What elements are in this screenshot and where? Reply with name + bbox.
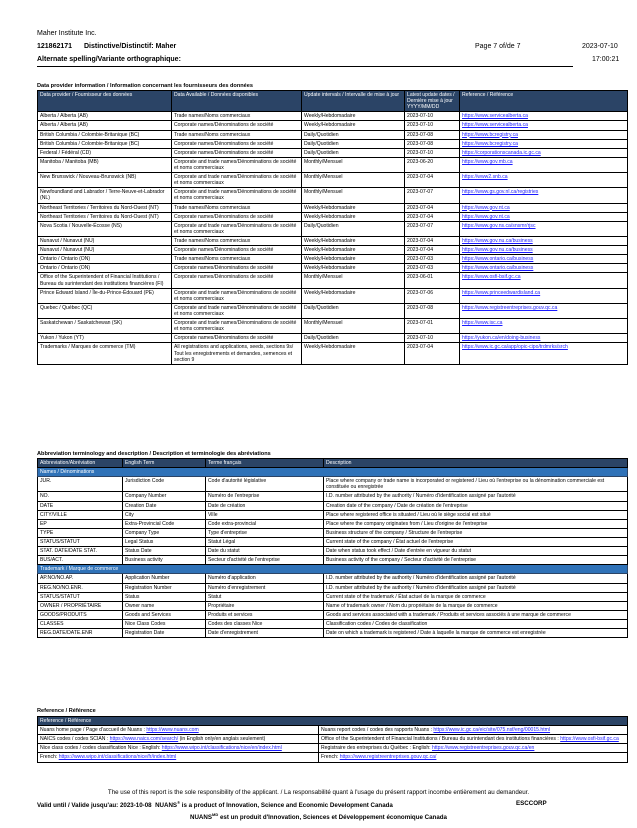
table-row [38, 203, 628, 212]
table-cell: Date on which a trademark is registered / Date à laquelle la marque de commerce est enregistrée [324, 629, 628, 638]
table-row [38, 121, 628, 130]
table-cell [460, 334, 628, 343]
reference-link[interactable]: https://www.gov.nu.ca/business [462, 247, 533, 254]
table-cell: Daily/Quotidien [302, 334, 405, 343]
table-cell [460, 173, 628, 188]
table-cell: Codes des classes Nice [206, 619, 324, 628]
reference-cell [319, 753, 628, 762]
column-header: Data Available / Données disponibles [172, 91, 302, 112]
table-cell: Place where registered office is situated / Lieu où le siège social est situé [324, 510, 628, 519]
table-cell: Company Type [123, 528, 206, 537]
table-cell: Jurisdiction Code [123, 477, 206, 492]
footer-line-2 [0, 812, 637, 821]
reference-label: Nice class codes / codes classification Nice : English: [40, 745, 162, 752]
providers-table [37, 90, 628, 365]
table-cell: Newfoundland and Labrador / Terre-Neuve-et-Labrador (NL) [38, 188, 172, 203]
table-cell: Date du statut [206, 547, 324, 556]
table-cell: Business structure of the company / Structure de l'entreprise [324, 528, 628, 537]
product-en: is a product of Innovation, Science and Economic Development Canada [180, 802, 393, 810]
column-header: Description [324, 459, 628, 468]
table-row [38, 501, 628, 510]
reference-label: Nuans home page / Page d'accueil de Nuans : [40, 727, 147, 734]
table-cell: Nice Class Codes [123, 619, 206, 628]
table-cell: Trade names/Noms commerciaux [172, 236, 302, 245]
column-header: Abbreviation/Abréviation [38, 459, 123, 468]
reference-cell [38, 744, 319, 753]
reference-link[interactable]: https://www.servicealberta.ca [462, 122, 528, 129]
table-cell: 2023-07-04 [405, 173, 460, 188]
table-cell: Extra-Provincial Code [123, 519, 206, 528]
table-row [38, 583, 628, 592]
table-cell [460, 319, 628, 334]
reference-link[interactable]: https://www.registreentreprises.gouv.qc.ca/ [339, 754, 437, 761]
reference-cell [319, 735, 628, 744]
table-cell: Prince Edward Island / Île-du-Prince-Édouard (PE) [38, 288, 172, 303]
table-row [38, 130, 628, 139]
reference-label: Office of the Superintendent of Financial Institutions / Bureau du surintendant des institutions financières : [321, 736, 561, 743]
table-cell: Weekly/Hebdomadaire [302, 343, 405, 364]
table-row [38, 236, 628, 245]
table-cell: Monthly/Mensuel [302, 319, 405, 334]
reference-link[interactable]: https://www.gov.ns.ca/snsmr/rjsc [462, 222, 536, 229]
alternate-spelling: Alternate spelling/Variante orthographique: [37, 56, 181, 63]
reference-link[interactable]: https://www.ic.gc.ca/eic/site/075.nsf/eng/00015.html [433, 727, 551, 734]
table-cell: Northeast Territories / Territoires du Nord-Ouest (NT) [38, 203, 172, 212]
table-row [38, 139, 628, 148]
table-row [38, 492, 628, 501]
table-cell: STAT. DATE/DATE STAT. [38, 547, 123, 556]
table-row [38, 212, 628, 221]
table-cell: Numéro d'application [206, 574, 324, 583]
table-cell: Corporate names/Dénominations de société [172, 212, 302, 221]
table-cell: Status Date [123, 547, 206, 556]
table-cell: Weekly/Hebdomadaire [302, 255, 405, 264]
table-cell [460, 246, 628, 255]
table-cell: DATE [38, 501, 123, 510]
table-cell: Monthly/Mensuel [302, 273, 405, 288]
table-cell: I.D. number attributed by the authority / Numéro d'identification assigné par l'autorité [324, 583, 628, 592]
reference-link[interactable]: https://www.ic.gc.ca/app/opic-cipo/trdmrks/srch [462, 344, 568, 351]
table-cell: Statut Légal [206, 537, 324, 546]
table-cell: 2023-06-01 [405, 273, 460, 288]
table-cell [460, 139, 628, 148]
reference-label: NAICS codes / codes SCIAN : [40, 736, 110, 743]
reference-link[interactable]: https://www.bcregistry.ca [462, 131, 518, 138]
table-cell: 2023-07-04 [405, 203, 460, 212]
registered-mark: ® [177, 800, 181, 805]
table-cell: Current state of the trademark / État actuel de la marque de commerce [324, 592, 628, 601]
table-row [38, 537, 628, 546]
table-cell: Daily/Quotidien [302, 130, 405, 139]
column-header: Update intervals / Intervalle de mise à jour [302, 91, 405, 112]
table-cell [460, 112, 628, 121]
table-row [38, 629, 628, 638]
table-cell: TYPE [38, 528, 123, 537]
table-row [38, 319, 628, 334]
table-cell [460, 130, 628, 139]
table-cell: Weekly/Hebdomadaire [302, 121, 405, 130]
reference-link[interactable]: https://www.princeedwardisland.ca [462, 289, 541, 296]
table-cell: Weekly/Hebdomadaire [302, 264, 405, 273]
table-cell: Creation date of the company / Date de création de l'entreprise [324, 501, 628, 510]
table-cell: Registration Number [123, 583, 206, 592]
table-cell: British Columbia / Colombie-Britanique (BC) [38, 139, 172, 148]
table-cell: 2023-07-03 [405, 255, 460, 264]
table-row [38, 726, 628, 735]
table-row [38, 528, 628, 537]
table-cell: 2023-07-10 [405, 112, 460, 121]
table-cell: City [123, 510, 206, 519]
reference-label: French: [40, 754, 59, 761]
table-cell: Corporate names/Dénominations de société [172, 121, 302, 130]
table-cell: Manitoba / Manitoba (MB) [38, 157, 172, 172]
table-cell: 2023-07-04 [405, 236, 460, 245]
table-cell: Classification codes / Codes de classification [324, 619, 628, 628]
table-row [38, 273, 628, 288]
reference-cell [38, 726, 319, 735]
reference-table [37, 716, 628, 763]
table-row [38, 303, 628, 318]
table-cell [460, 255, 628, 264]
report-time: 17:00:21 [592, 56, 620, 63]
reference-link[interactable]: https://www.wipo.int/classifications/nice/fr/index.html [58, 754, 177, 761]
table-row [38, 157, 628, 172]
column-header: Reference / Référence [460, 91, 628, 112]
table-row [38, 601, 628, 610]
reference-cell [38, 735, 319, 744]
group-row [38, 565, 628, 574]
reference-link[interactable]: https://corporationscanada.ic.gc.ca [462, 149, 541, 156]
table-cell: Office of the Superintendent of Financial Institutions / Bureau du surintendant des institutions financières (FI) [38, 273, 172, 288]
table-row [38, 264, 628, 273]
table-row [38, 519, 628, 528]
table-cell: Corporate and trade names/Dénominations de société et noms commerciaux [172, 319, 302, 334]
nuans-brand: NUANS [155, 802, 178, 810]
table-cell: Daily/Quotidien [302, 148, 405, 157]
table-cell: Weekly/Hebdomadaire [302, 246, 405, 255]
reference-link[interactable]: https://www.gov.nt.ca [462, 213, 510, 220]
table-cell: Place where company or trade name is incorporated or registered / Lieu où l'entreprise ou la dénomination commerciale est constituée ou enregistrée [324, 477, 628, 492]
table-cell: CITY/VILLE [38, 510, 123, 519]
table-row [38, 343, 628, 364]
table-cell: 2023-07-10 [405, 334, 460, 343]
table-cell: Trade names/Noms commerciaux [172, 255, 302, 264]
column-header: Terme français [206, 459, 324, 468]
table-cell: Daily/Quotidien [302, 303, 405, 318]
footer-line-1 [37, 800, 393, 809]
table-cell: 2023-07-06 [405, 288, 460, 303]
table-row [38, 735, 628, 744]
table-cell: 2023-07-03 [405, 264, 460, 273]
reference-link[interactable]: https://www.gov.nu.ca/business [462, 237, 533, 244]
table-cell: Corporate names/Dénominations de société [172, 273, 302, 288]
abbrev-table [37, 458, 628, 638]
table-cell: 2023-07-08 [405, 130, 460, 139]
table-cell [460, 273, 628, 288]
table-cell: Monthly/Mensuel [302, 173, 405, 188]
table-cell: Status [123, 592, 206, 601]
table-cell [460, 236, 628, 245]
table-cell: Daily/Quotidien [302, 221, 405, 236]
table-row [38, 556, 628, 565]
table-cell: Registration Date [123, 629, 206, 638]
table-cell: 2023-07-10 [405, 148, 460, 157]
table-cell: Code extra-provincial [206, 519, 324, 528]
table-cell [460, 264, 628, 273]
reference-link[interactable]: https://yukon.ca/en/doing-business [462, 335, 541, 342]
distinctive: Distinctive/Distinctif: Maher [84, 43, 177, 50]
header-rule [37, 66, 573, 67]
reference-header: Reference / Référence [38, 717, 628, 726]
table-cell: Trade names/Noms commerciaux [172, 203, 302, 212]
table-cell [460, 303, 628, 318]
table-cell: Weekly/Hebdomadaire [302, 212, 405, 221]
table-row [38, 148, 628, 157]
table-cell: 2023-06-20 [405, 157, 460, 172]
table-cell [460, 121, 628, 130]
reference-link[interactable]: https://www.registreentreprises.gouv.qc.ca [462, 304, 558, 311]
table-cell: 2023-07-08 [405, 139, 460, 148]
reference-label: Nuans report codes / codes des rapports Nuans : [321, 727, 434, 734]
column-header: Latest update dates / Dernière mise à jour YYYY/MM/DD [405, 91, 460, 112]
table-cell: Legal Status [123, 537, 206, 546]
table-row [38, 288, 628, 303]
table-cell: REG.DATE/DATE.ENR [38, 629, 123, 638]
company-name: Maher Institute Inc. [37, 30, 97, 37]
table-cell: Nunavut / Nunavut (NU) [38, 236, 172, 245]
table-cell: Owner name [123, 601, 206, 610]
table-cell: Trademarks / Marques de commerce (TM) [38, 343, 172, 364]
reference-link[interactable]: https://www.servicealberta.ca [462, 113, 528, 120]
table-cell: Weekly/Hebdomadaire [302, 236, 405, 245]
table-cell: Company Number [123, 492, 206, 501]
reference-link[interactable]: https://www2.snb.ca [462, 174, 508, 181]
table-row [38, 592, 628, 601]
reference-link[interactable]: https://www.nuans.com [146, 727, 199, 734]
table-cell: Alberta / Alberta (AB) [38, 112, 172, 121]
table-cell: Numéro de l'entreprise [206, 492, 324, 501]
table-row [38, 173, 628, 188]
table-cell: Trade names/Noms commerciaux [172, 112, 302, 121]
table-cell: AP.NO/NO.AP. [38, 574, 123, 583]
table-cell: Corporate and trade names/Dénominations de société et noms commerciaux [172, 157, 302, 172]
reference-link[interactable]: https://www.naics.com/search/ [109, 736, 179, 743]
nuans-brand: NUANS [190, 814, 213, 822]
reference-link[interactable]: https://www.osfi-bsif.gc.ca [462, 274, 521, 281]
table-cell: Ontario / Ontario (ON) [38, 255, 172, 264]
reference-link[interactable]: https://www.wipo.int/classifications/nice/en/index.html [161, 745, 282, 752]
escorp: ESCCORP [516, 800, 547, 807]
table-row [38, 188, 628, 203]
group-row [38, 468, 628, 477]
table-cell: Produits et services [206, 610, 324, 619]
table-row [38, 619, 628, 628]
table-cell: Northeast Territories / Territoires du Nord-Ouest (NT) [38, 212, 172, 221]
table-cell: Corporate and trade names/Dénominations de société et noms commerciaux [172, 221, 302, 236]
table-cell: All registrations and applications, seeds, sections 9s/ Tout les enregistrements et demandes, semences et section 9 [172, 343, 302, 364]
reference-link[interactable]: https://www.gov.mb.ca [462, 158, 513, 165]
table-cell: Corporate names/Dénominations de société [172, 334, 302, 343]
table-row [38, 574, 628, 583]
table-cell: Trade names/Noms commerciaux [172, 130, 302, 139]
reference-note: (in English only/en anglais seulement) [178, 736, 266, 743]
table-cell: British Columbia / Colombie-Britanique (BC) [38, 130, 172, 139]
table-cell: 2023-07-08 [405, 303, 460, 318]
reference-link[interactable]: https://www.ontario.ca/business [462, 265, 534, 272]
table-cell: Monthly/Mensuel [302, 188, 405, 203]
reference-title: Reference / Référence [37, 708, 96, 714]
reference-cell [38, 753, 319, 762]
table-cell: Corporate names/Dénominations de société [172, 246, 302, 255]
table-cell: REG.NO/NO.ENR. [38, 583, 123, 592]
reference-link[interactable]: https://www.bcregistry.ca [462, 140, 518, 147]
table-cell: Nova Scotia / Nouvelle-Écosse (NS) [38, 221, 172, 236]
table-cell: CLASSES [38, 619, 123, 628]
md-mark: MD [212, 812, 219, 817]
table-cell: EP [38, 519, 123, 528]
table-cell: Creation Date [123, 501, 206, 510]
table-cell: Business activity [123, 556, 206, 565]
reference-link[interactable]: https://www.ontario.ca/business [462, 256, 534, 263]
table-cell: OWNER / PROPRIÉTAIRE [38, 601, 123, 610]
table-cell: Propriétaire [206, 601, 324, 610]
column-header: English Term [123, 459, 206, 468]
reference-link[interactable]: https://www.gov.nt.ca [462, 204, 510, 211]
table-cell [460, 212, 628, 221]
table-cell: Yukon / Yukon (YT) [38, 334, 172, 343]
table-cell: Current state of the company / État actuel de l'entreprise [324, 537, 628, 546]
table-cell: Corporate and trade names/Dénominations de société et noms commerciaux [172, 288, 302, 303]
table-cell: Ville [206, 510, 324, 519]
table-cell: 2023-07-04 [405, 246, 460, 255]
reference-link[interactable]: https://www.osfi-bsif.gc.ca [560, 736, 619, 743]
table-row [38, 334, 628, 343]
company-number: 121862171 [37, 43, 73, 50]
table-cell: Weekly/Hebdomadaire [302, 288, 405, 303]
table-cell: Alberta / Alberta (AB) [38, 121, 172, 130]
table-cell: Nunavut / Nunavut (NU) [38, 246, 172, 255]
group-label: Trademark / Marque de commerce [38, 565, 628, 574]
column-header: Data provider / Fournisseur des données [38, 91, 172, 112]
table-cell: 2023-07-04 [405, 343, 460, 364]
reference-cell [319, 744, 628, 753]
table-row [38, 510, 628, 519]
table-cell: Name of trademark owner / Nom du propriétaire de la marque de commerce [324, 601, 628, 610]
table-cell: Goods and services associated with a trademark / Produits et services associés à une marque de commerce [324, 610, 628, 619]
table-cell [460, 203, 628, 212]
reference-link[interactable]: https://www.registreentreprises.gouv.qc.ca/en [432, 745, 535, 752]
table-cell [460, 221, 628, 236]
table-cell: STATUS/STATUT [38, 592, 123, 601]
table-row [38, 744, 628, 753]
table-cell: Weekly/Hebdomadaire [302, 112, 405, 121]
table-cell: Ontario / Ontario (ON) [38, 264, 172, 273]
table-row [38, 255, 628, 264]
table-cell: Business activity of the company / Secteur d'activité de l'entreprise [324, 556, 628, 565]
table-cell [460, 148, 628, 157]
table-cell: Secteur d'activité de l'entreprise [206, 556, 324, 565]
table-cell: Corporate and trade names/Dénominations de société et noms commerciaux [172, 303, 302, 318]
table-cell: 2023-07-10 [405, 121, 460, 130]
report-date: 2023-07-10 [582, 43, 618, 50]
table-row [38, 112, 628, 121]
table-cell: Weekly/Hebdomadaire [302, 203, 405, 212]
table-cell: NO. [38, 492, 123, 501]
table-cell: Federal / Fédéral (CD) [38, 148, 172, 157]
table-cell: I.D. number attributed by the authority / Numéro d'identification assigné par l'autorité [324, 492, 628, 501]
table-cell: I.D. number attributed by the authority / Numéro d'identification assigné par l'autorité [324, 574, 628, 583]
group-label: Names / Dénominations [38, 468, 628, 477]
table-cell [460, 188, 628, 203]
page-number: Page 7 of/de 7 [475, 43, 521, 50]
table-cell: Type d'entreprise [206, 528, 324, 537]
table-cell: New Brunswick / Nouveau-Brunswick (NB) [38, 173, 172, 188]
table-cell: BUS/ACT. [38, 556, 123, 565]
table-cell: Date d'enregistrement [206, 629, 324, 638]
table-cell: Code d'autorité législative [206, 477, 324, 492]
table-cell [460, 157, 628, 172]
product-fr: est un produit d'Innovation, Sciences et Développement économique Canada [218, 814, 447, 822]
table-cell: Numéro d'enregistrement [206, 583, 324, 592]
table-cell: Daily/Quotidien [302, 139, 405, 148]
reference-cell [319, 726, 628, 735]
table-cell: GOODS/PRODUITS [38, 610, 123, 619]
table-cell: Date de création [206, 501, 324, 510]
providers-title: Data provider information / Information concernant les fournisseurs des données [37, 83, 254, 89]
table-row [38, 246, 628, 255]
table-cell: Corporate and trade names/Dénominations de société et noms commerciaux [172, 173, 302, 188]
table-cell: Statut [206, 592, 324, 601]
table-cell: STATUS/STATUT [38, 537, 123, 546]
table-row [38, 221, 628, 236]
reference-label: French: [321, 754, 340, 761]
table-cell: Goods and Services [123, 610, 206, 619]
table-cell [460, 288, 628, 303]
abbrev-title: Abbreviation terminology and description / Description et terminologie des abréviations [37, 451, 271, 457]
table-cell [460, 343, 628, 364]
reference-label: Registraire des entreprises du Québec : English: [321, 745, 432, 752]
table-cell: Corporate names/Dénominations de société [172, 148, 302, 157]
table-cell: Monthly/Mensuel [302, 157, 405, 172]
table-cell: Place where the company originates from / Lieu d'origine de l'entreprise [324, 519, 628, 528]
table-row [38, 477, 628, 492]
table-cell: Corporate and trade names/Dénominations de société et noms commerciaux [172, 188, 302, 203]
table-cell: Saskatchewan / Saskatchewan (SK) [38, 319, 172, 334]
table-cell: JUR. [38, 477, 123, 492]
table-cell: 2023-07-07 [405, 221, 460, 236]
table-row [38, 610, 628, 619]
table-cell: Quebec / Québec (QC) [38, 303, 172, 318]
table-row [38, 753, 628, 762]
table-cell: Corporate names/Dénominations de société [172, 264, 302, 273]
table-cell: Application Number [123, 574, 206, 583]
table-cell: Date when status took effect / Date d'entrée en vigueur du statut [324, 547, 628, 556]
disclaimer: The use of this report is the sole responsibility of the applicant. / La responsabilité quant à l'usage du présent rapport incombe entièrement au demandeur. [107, 789, 530, 796]
table-cell: Corporate names/Dénominations de société [172, 139, 302, 148]
table-cell: 2023-07-07 [405, 188, 460, 203]
table-cell: 2023-07-04 [405, 212, 460, 221]
reference-link[interactable]: https://www.gs.gov.nl.ca/registries [462, 189, 539, 196]
valid-until: Valid until / Valide jusqu'au: 2023-10-08 [37, 802, 152, 810]
table-row [38, 547, 628, 556]
reference-link[interactable]: https://www.isc.ca [462, 320, 503, 327]
table-cell: 2023-07-01 [405, 319, 460, 334]
